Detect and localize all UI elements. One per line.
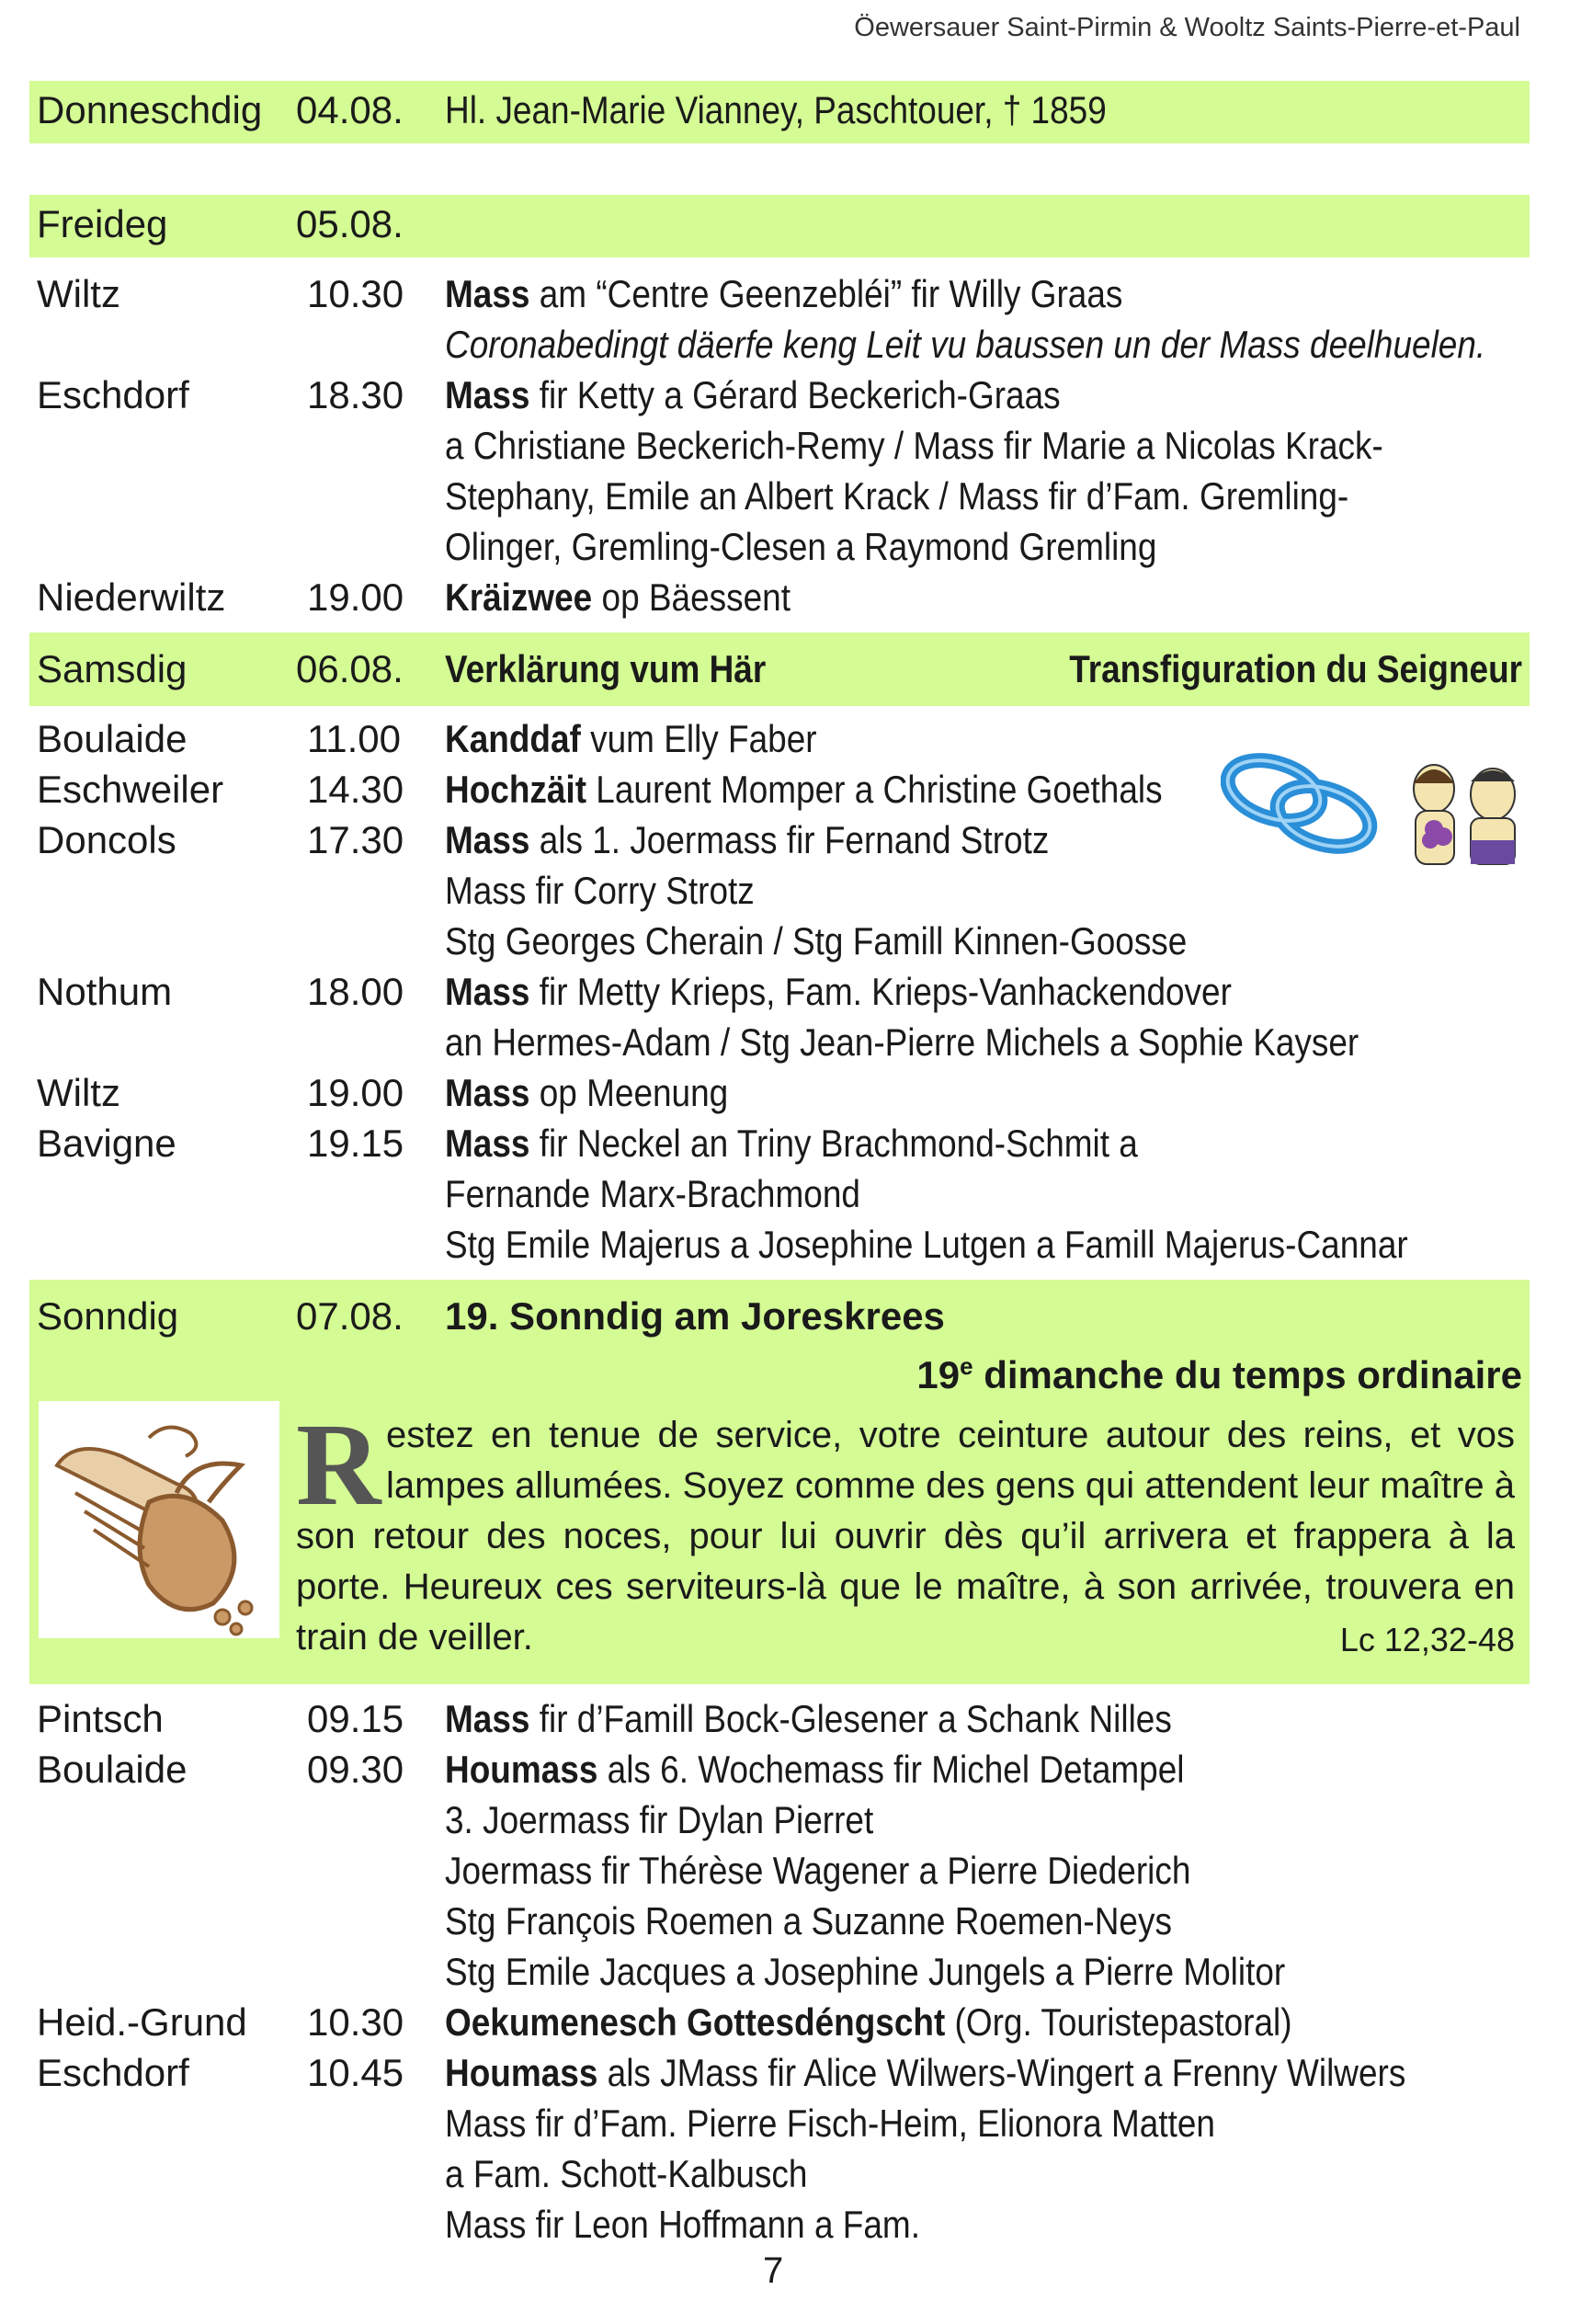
entry-place: Eschdorf	[37, 2051, 189, 2094]
entry-place: Niederwiltz	[37, 575, 226, 619]
entry-place: Boulaide	[37, 717, 188, 760]
gospel-line: porte. Heureux ces serviteurs-là que le maître, à son arrivée, trouvera en	[296, 1566, 1515, 1607]
entry-time: 09.15	[307, 1697, 404, 1740]
entry-text: Kräizwee op Bäessent	[445, 575, 790, 619]
gospel-reference: Lc 12,32-48	[1339, 1621, 1515, 1658]
gospel-line: train de veiller.	[296, 1617, 533, 1658]
money-bag-icon	[39, 1401, 279, 1638]
entry-line: Joermass fir Thérèse Wagener a Pierre Diederich	[445, 1849, 1191, 1892]
day-name: Donneschdig	[37, 88, 263, 131]
day-name: Samsdig	[37, 647, 188, 690]
entry-line: Stg François Roemen a Suzanne Roemen-Neys	[445, 1899, 1172, 1942]
day-title: Hl. Jean-Marie Vianney, Paschtouer, † 1859	[445, 88, 1107, 131]
entry-time: 14.30	[307, 768, 404, 811]
entry-time: 11.00	[307, 717, 401, 760]
day-date: 04.08.	[296, 88, 404, 131]
entry-text: Oekumenesch Gottesdéngscht (Org. Touristepastoral)	[445, 2000, 1292, 2044]
entry-place: Boulaide	[37, 1748, 188, 1791]
entry-line: a Christiane Beckerich-Remy / Mass fir Marie a Nicolas Krack-	[445, 424, 1383, 467]
entry-time: 19.15	[307, 1122, 404, 1165]
entry-text: Mass fir d’Famill Bock-Glesener a Schank Nilles	[445, 1697, 1172, 1740]
day-title: Verklärung vum Här	[445, 647, 767, 690]
entry-text: Hochzäit Laurent Momper a Christine Goethals	[445, 768, 1163, 811]
day-name: Freideg	[37, 202, 168, 245]
entry-place: Eschweiler	[37, 768, 224, 811]
wedding-rings-icon	[1221, 743, 1533, 870]
entry-note: Coronabedingt däerfe keng Leit vu baussen un der Mass deelhuelen.	[445, 323, 1486, 366]
entry-place: Nothum	[37, 970, 173, 1013]
entry-line: 3. Joermass fir Dylan Pierret	[445, 1798, 874, 1841]
entry-time: 10.45	[307, 2051, 404, 2094]
entry-time: 18.00	[307, 970, 404, 1013]
gospel-dropcap: R	[296, 1399, 381, 1530]
entry-time: 18.30	[307, 373, 404, 416]
entry-text: Mass op Meenung	[445, 1071, 729, 1114]
entry-time: 10.30	[307, 272, 404, 315]
entry-line: Stg Emile Majerus a Josephine Lutgen a Famill Majerus-Cannar	[445, 1223, 1408, 1266]
entry-place: Wiltz	[37, 272, 120, 315]
day-band-friday	[29, 195, 1530, 257]
entry-time: 19.00	[307, 575, 404, 619]
entry-line: Fernande Marx-Brachmond	[445, 1172, 860, 1215]
gospel-line: lampes allumées. Soyez comme des gens qui attendent leur maître à	[386, 1465, 1515, 1506]
entry-text: Mass am “Centre Geenzebléi” fir Willy Graas	[445, 272, 1123, 315]
gospel-line: estez en tenue de service, votre ceinture autour des reins, et vos	[386, 1415, 1515, 1455]
entry-line: Mass fir Leon Hoffmann a Fam.	[445, 2203, 920, 2246]
day-title-fr: Transfiguration du Seigneur	[1069, 647, 1522, 690]
entry-line: Mass fir Corry Strotz	[445, 869, 755, 912]
entry-line: Olinger, Gremling-Clesen a Raymond Gremling	[445, 525, 1157, 568]
entry-line: Stg Georges Cherain / Stg Famill Kinnen-Goosse	[445, 919, 1188, 963]
entry-text: Houmass als JMass fir Alice Wilwers-Wingert a Frenny Wilwers	[445, 2051, 1406, 2094]
gospel-line: son retour des noces, pour lui ouvrir dès qu’il arrivera et frappera à la	[296, 1516, 1515, 1556]
entry-text: Kanddaf vum Elly Faber	[445, 717, 817, 760]
day-date: 06.08.	[296, 647, 404, 690]
entry-line: an Hermes-Adam / Stg Jean-Pierre Michels a Sophie Kayser	[445, 1020, 1359, 1064]
entry-place: Eschdorf	[37, 373, 189, 416]
entry-place: Doncols	[37, 818, 176, 861]
day-date: 05.08.	[296, 202, 404, 245]
entry-text: Houmass als 6. Wochemass fir Michel Detampel	[445, 1748, 1185, 1791]
entry-line: Stg Emile Jacques a Josephine Jungels a Pierre Molitor	[445, 1950, 1286, 1993]
entry-place: Heid.-Grund	[37, 2000, 247, 2044]
entry-text: Mass als 1. Joermass fir Fernand Strotz	[445, 818, 1050, 861]
couple-icon	[1414, 765, 1515, 864]
gospel-illustration	[39, 1401, 279, 1638]
entry-line: Stephany, Emile an Albert Krack / Mass fir d’Fam. Gremling-	[445, 474, 1349, 518]
entry-time: 17.30	[307, 818, 404, 861]
page-number: 7	[763, 2250, 784, 2291]
entry-time: 09.30	[307, 1748, 404, 1791]
entry-text: Mass fir Metty Krieps, Fam. Krieps-Vanhackendover	[445, 970, 1232, 1013]
entry-time: 19.00	[307, 1071, 404, 1114]
entry-place: Pintsch	[37, 1697, 164, 1740]
day-date: 07.08.	[296, 1294, 404, 1338]
entry-line: a Fam. Schott-Kalbusch	[445, 2152, 808, 2195]
entry-time: 10.30	[307, 2000, 404, 2044]
day-title: 19. Sonndig am Joreskrees	[445, 1294, 945, 1338]
entry-text: Mass fir Neckel an Triny Brachmond-Schmit a	[445, 1122, 1138, 1165]
entry-text: Mass fir Ketty a Gérard Beckerich-Graas	[445, 373, 1061, 416]
entry-place: Wiltz	[37, 1071, 120, 1114]
day-name: Sonndig	[37, 1294, 179, 1338]
entry-line: Mass fir d’Fam. Pierre Fisch-Heim, Elionora Matten	[445, 2102, 1215, 2145]
day-title-fr: 19e dimanche du temps ordinaire	[916, 1352, 1522, 1396]
entry-place: Bavigne	[37, 1122, 176, 1165]
parish-header: Öewersauer Saint-Pirmin & Wooltz Saints-Pierre-et-Paul	[854, 13, 1520, 42]
